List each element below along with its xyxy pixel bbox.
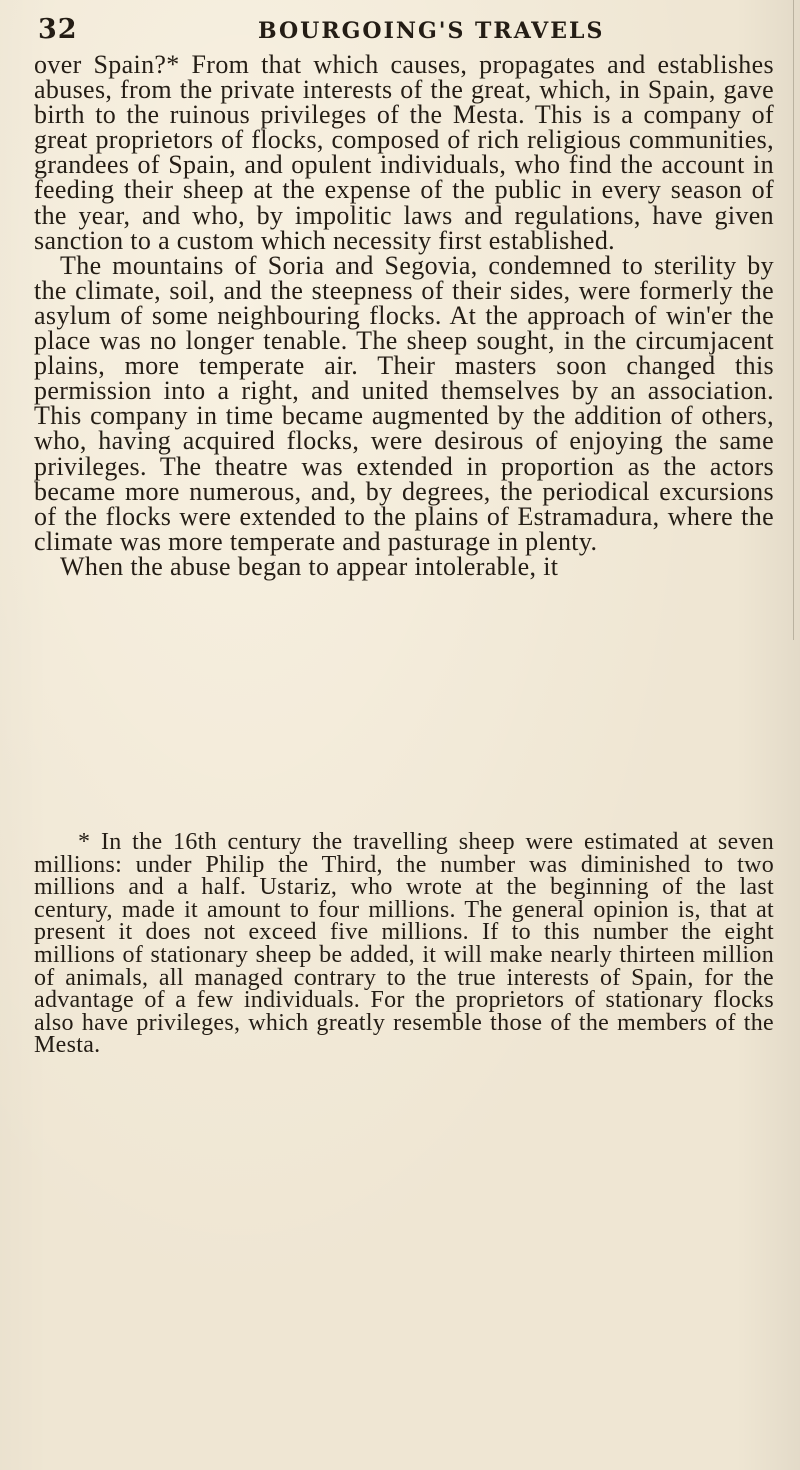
page-number: 32 [38,14,78,45]
running-head [38,14,778,50]
page-edge-line [793,0,794,640]
running-title: BOURGOING'S TRAVELS [258,18,605,44]
paragraph-3: When the abuse began to appear intolerable, it [60,551,559,581]
footnote-text: * In the 16th century the travelling sheep were estimated at seven millions: under Philip the Third, the number was diminished to two millions and a half. Ustariz, who wrote at the beginning of the last century, made it amount to four millions. The general opinion is, that at present it does not exceed five millions. If to this number the eight millions of stationary sheep be added, it will make nearly thirteen million of animals, all managed contrary to the true interests of Spain, for the advantage of a few individuals. For the proprietors of stationary flocks also have privileges, which greatly resemble those of the members of the Mesta. [34,829,774,1059]
footnote [34,831,774,1057]
paragraph-1: over Spain?* From that which causes, propagates and establishes abuses, from the private interests of the great, which, in Spain, gave birth to the ruinous privileges of the Mesta. This is a company of great proprietors of flocks, composed of rich religious communities, grandees of Spain, and opulent individuals, who find the account in feeding their sheep at the expense of the public in every season of the year, and who, by impolitic laws and regulations, have given sanction to a custom which necessity first established. [34,50,774,255]
body-text [34,52,774,579]
paragraph-2: The mountains of Soria and Segovia, condemned to sterility by the climate, soil, and the steepness of their sides, were formerly the asylum of some neighbouring flocks. At the approach of win'er the place was no longer tenable. The sheep sought, in the circumjacent plains, more temperate air. Their masters soon changed this permission into a right, and united themselves by an association. This company in time became augmented by the addition of others, who, having acquired flocks, were desirous of enjoying the same privileges. The theatre was extended in proportion as the actors became more numerous, and, by degrees, the periodical excursions of the flocks were extended to the plains of Estramadura, where the climate was more temperate and pasturage in plenty. [34,250,774,556]
